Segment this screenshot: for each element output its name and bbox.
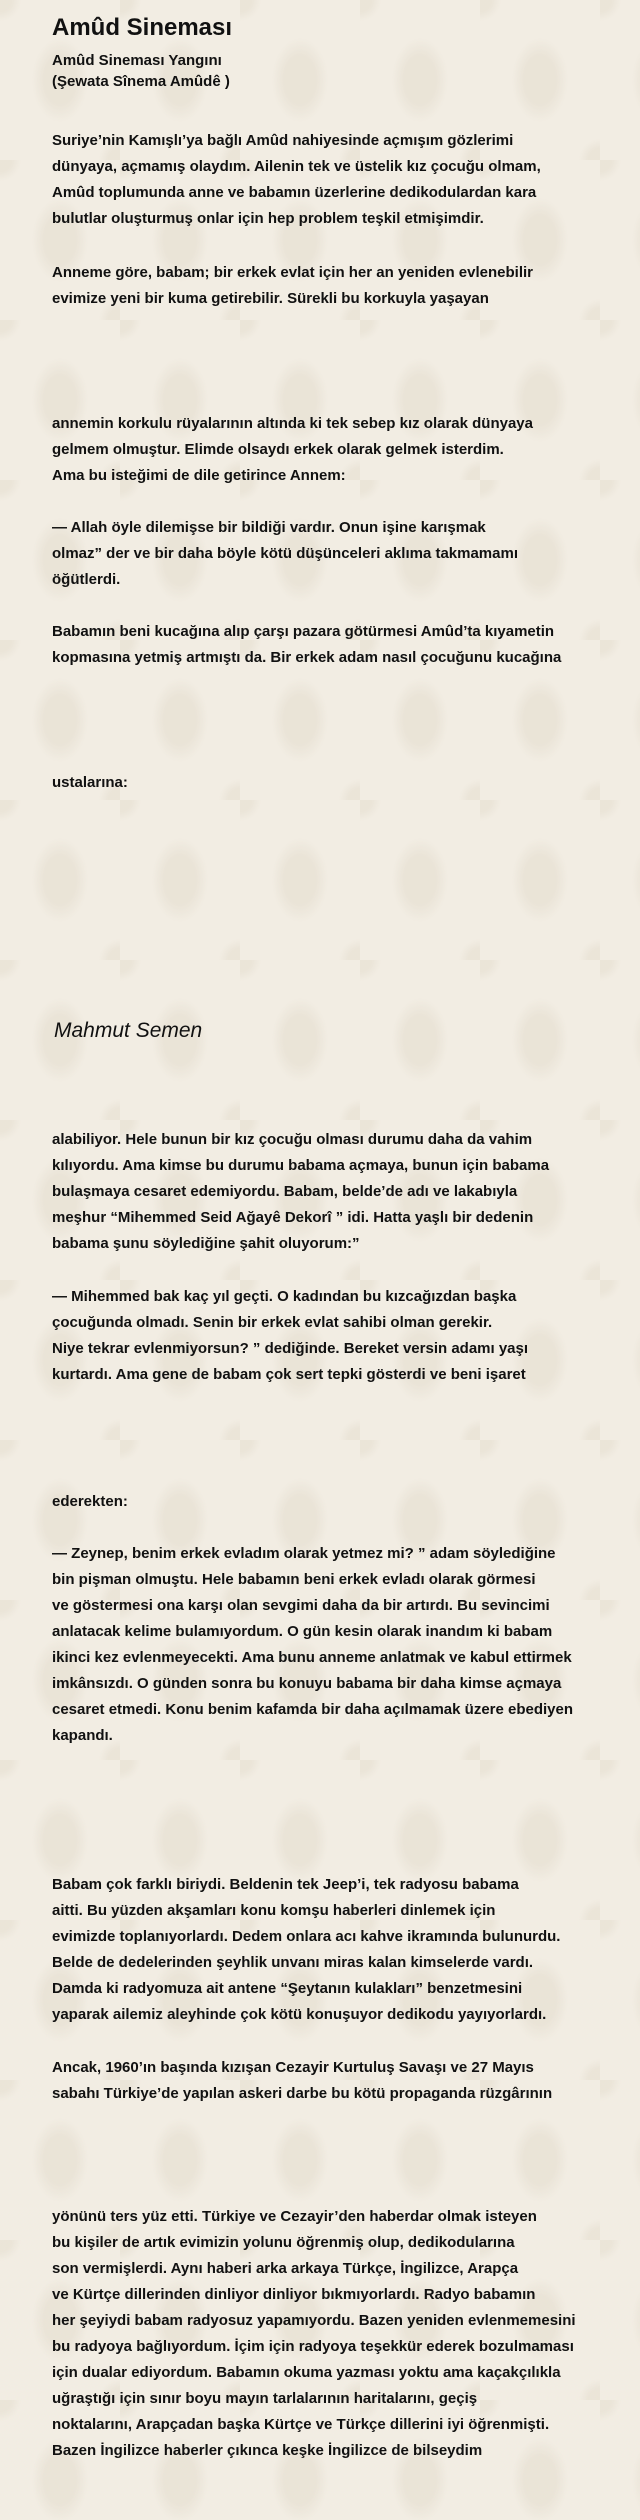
paragraph (52, 1127, 622, 1257)
text-line: ustalarına: (52, 774, 128, 791)
text-line: Amûd toplumunda anne ve babamın üzerlerine dedikodulardan kara (52, 184, 537, 201)
paragraph (52, 1284, 622, 1388)
text-line: bulaşmaya cesaret edemiyordu. Babam, belde’de adı ve lakabıyla (52, 1183, 518, 1200)
text-line: sabahı Türkiye’de yapılan askeri darbe bu kötü propaganda rüzgârının (52, 2085, 553, 2102)
text-line: alabiliyor. Hele bunun bir kız çocuğu olması durumu daha da vahim (52, 1131, 533, 1148)
text-line: Belde de dedelerinden şeyhlik unvanı miras kalan kimselerde vardı. (52, 1954, 534, 1971)
text-line: evimize yeni bir kuma getirebilir. Sürekli bu korkuyla yaşayan (52, 290, 489, 307)
text-line: kapandı. (52, 1727, 113, 1744)
text-line: öğütlerdi. (52, 571, 121, 588)
text-line: kurtardı. Ama gene de babam çok sert tepki gösterdi ve beni işaret (52, 1366, 526, 1383)
text-line: bu kişiler de artık evimizin yolunu öğrenmiş olup, dedikodularına (52, 2234, 515, 2251)
text-line: Babamın beni kucağına alıp çarşı pazara götürmesi Amûd’ta kıyametin (52, 623, 555, 640)
text-line: noktalarını, Arapçadan başka Kürtçe ve Türkçe dillerini iyi öğrenmişti. (52, 2416, 550, 2433)
text-line: son vermişlerdi. Aynı haberi arka arkaya Türkçe, İngilizce, Arapça (52, 2260, 519, 2277)
text-line: — Mihemmed bak kaç yıl geçti. O kadından bu kızcağızdan başka (52, 1288, 517, 1305)
text-line: Babam çok farklı biriydi. Beldenin tek Jeep’i, tek radyosu babama (52, 1876, 519, 1893)
text-line: cesaret etmedi. Konu benim kafamda bir daha açılmamak üzere ebediyen (52, 1701, 574, 1718)
paragraph (52, 411, 622, 489)
text-line: evimizde toplanıyorlardı. Dedem onlara acı kahve ikramında bulunurdu. (52, 1928, 561, 1945)
paragraph (52, 1489, 622, 1515)
text-line: uğraştığı için sınır boyu mayın tarlalarının haritalarını, geçiş (52, 2390, 478, 2407)
subtitle-line: Amûd Sineması Yangını (52, 52, 222, 69)
text-line: aitti. Bu yüzden akşamları konu komşu haberleri dinlemek için (52, 1902, 496, 1919)
text-line: bulutlar oluşturmuş onlar için hep problem teşkil etmişimdir. (52, 210, 484, 227)
subtitle (52, 50, 230, 92)
author-name: Mahmut Semen (54, 1019, 203, 1042)
text-line: anlatacak kelime bulamıyordum. O gün kesin olarak inandım ki babam (52, 1623, 553, 1640)
paragraph (52, 260, 622, 312)
text-line: Damda ki radyomuza ait antene “Şeytanın kulakları” benzetmesini (52, 1980, 523, 1997)
text-line: bin pişman olmuştu. Hele babamın beni erkek evladı olarak görmesi (52, 1571, 536, 1588)
subtitle-line: (Şewata Sînema Amûdê ) (52, 73, 230, 90)
text-line: kılıyordu. Ama kimse bu durumu babama açmaya, bunun için babama (52, 1157, 550, 1174)
text-line: Niye tekrar evlenmiyorsun? ” dediğinde. Bereket versin adamı yaşı (52, 1340, 529, 1357)
text-line: her şeyiydi babam radyosuz yapamıyordu. Bazen yeniden evlenmemesini (52, 2312, 576, 2329)
text-line: annemin korkulu rüyalarının altında ki tek sebep kız olarak dünyaya (52, 415, 533, 432)
text-line: ve göstermesi ona karşı olan sevgimi daha da bir artırdı. Bu sevincimi (52, 1597, 550, 1614)
text-line: ve Kürtçe dillerinden dinliyor dinliyor bıkmıyorlardı. Radyo babamın (52, 2286, 536, 2303)
text-line: olmaz” der ve bir daha böyle kötü düşünceleri aklıma takmamamı (52, 545, 518, 562)
text-line: — Allah öyle dilemişse bir bildiği vardır. Onun işine karışmak (52, 519, 486, 536)
text-line: kopmasına yetmiş artmıştı da. Bir erkek adam nasıl çocuğunu kucağına (52, 649, 562, 666)
text-line: babama şunu söylediğine şahit oluyorum:” (52, 1235, 360, 1252)
paragraph (52, 2055, 622, 2107)
text-line: Suriye’nin Kamışlı’ya bağlı Amûd nahiyesinde açmışım gözlerimi (52, 132, 514, 149)
text-line: Ama bu isteğimi de dile getirince Annem: (52, 467, 346, 484)
text-line: için dualar ediyordum. Babamın okuma yazması yoktu ama kaçakçılıkla (52, 2364, 561, 2381)
paragraph (52, 770, 622, 796)
text-line: ederekten: (52, 1493, 128, 1510)
page-title: Amûd Sineması (52, 14, 233, 41)
text-line: Ancak, 1960’ın başında kızışan Cezayir Kurtuluş Savaşı ve 27 Mayıs (52, 2059, 534, 2076)
text-line: — Zeynep, benim erkek evladım olarak yetmez mi? ” adam söylediğine (52, 1545, 556, 1562)
text-line: Bazen İngilizce haberler çıkınca keşke İngilizce de bilseydim (52, 2442, 483, 2459)
text-line: meşhur “Mihemmed Seid Ağayê Dekorî ” idi. Hatta yaşlı bir dedenin (52, 1209, 534, 1226)
text-line: imkânsızdı. O günden sonra bu konuyu babama bir daha kimse açmaya (52, 1675, 562, 1692)
paragraph (52, 619, 622, 671)
paragraph (52, 1541, 622, 1749)
paragraph (52, 1872, 622, 2028)
paragraph (52, 128, 622, 232)
text-line: Anneme göre, babam; bir erkek evlat için her an yeniden evlenebilir (52, 264, 534, 281)
text-line: ikinci kez evlenmeyecekti. Ama bunu anneme anlatmak ve kabul ettirmek (52, 1649, 572, 1666)
paragraph (52, 515, 622, 593)
text-line: çocuğunda olmadı. Senin bir erkek evlat sahibi olman gerekir. (52, 1314, 493, 1331)
text-line: bu radyoya bağlıyordum. İçim için radyoya teşekkür ederek bozulmaması (52, 2338, 574, 2355)
text-line: yönünü ters yüz etti. Türkiye ve Cezayir’den haberdar olmak isteyen (52, 2208, 537, 2225)
text-line: gelmem olmuştur. Elimde olsaydı erkek olarak gelmek isterdim. (52, 441, 504, 458)
paragraph (52, 2204, 622, 2464)
text-line: yaparak ailemiz aleyhinde çok kötü konuşuyor dedikodu yayıyorlardı. (52, 2006, 547, 2023)
text-line: dünyaya, açmamış olaydım. Ailenin tek ve üstelik kız çocuğu olmam, (52, 158, 541, 175)
